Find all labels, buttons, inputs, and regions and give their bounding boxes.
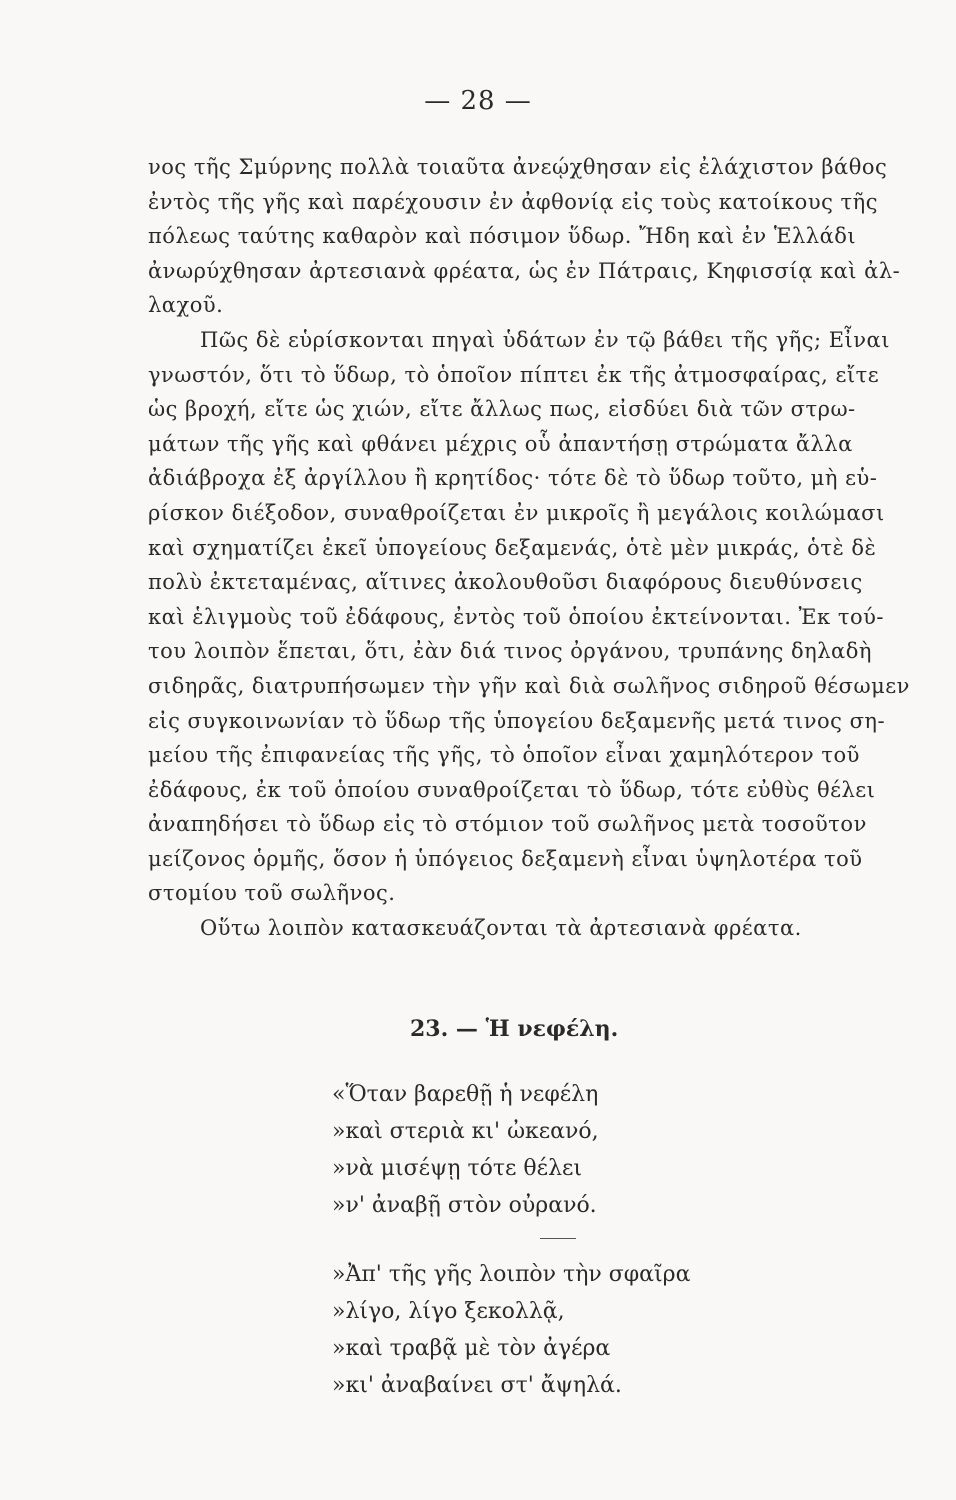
text-line: λαχοῦ. (148, 293, 224, 318)
poem-line: «Ὅταν βαρεθῇ ἡ νεφέλη (332, 1082, 599, 1107)
poem-line: »νὰ μισέψῃ τότε θέλει (332, 1156, 583, 1181)
text-line: ἐδάφους, ἐκ τοῦ ὁποίου συναθροίζεται τὸ ὕδωρ, τότε εὐθὺς θέλει (148, 777, 876, 802)
text-line: καὶ ἑλιγμοὺς τοῦ ἐδάφους, ἐντὸς τοῦ ὁποίου ἐκτείνονται. Ἐκ τού- (148, 604, 884, 629)
text-line: μάτων τῆς γῆς καὶ φθάνει μέχρις οὗ ἀπαντήσῃ στρώματα ἄλλα (148, 431, 853, 456)
text-line: γνωστόν, ὅτι τὸ ὕδωρ, τὸ ὁποῖον πίπτει ἐκ τῆς ἀτμοσφαίρας, εἴτε (148, 362, 880, 387)
text-line: του λοιπὸν ἕπεται, ὅτι, ἐὰν διά τινος ὀργάνου, τρυπάνης δηλαδὴ (148, 639, 872, 664)
poem-line: »καὶ στεριὰ κι' ὠκεανό, (332, 1119, 599, 1144)
text-line: στομίου τοῦ σωλῆνος. (148, 881, 396, 906)
text-line: εἰς συγκοινωνίαν τὸ ὕδωρ τῆς ὑπογείου δεξαμενῆς μετά τινος ση- (148, 708, 886, 733)
text-line: ὡς βροχή, εἴτε ὡς χιών, εἴτε ἄλλως πως, εἰσδύει διὰ τῶν στρω- (148, 397, 856, 422)
text-line: ἀναπηδήσει τὸ ὕδωρ εἰς τὸ στόμιον τοῦ σωλῆνος μετὰ τοσοῦτον (148, 812, 867, 837)
poem-line: »λίγο, λίγο ξεκολλᾷ, (332, 1299, 565, 1324)
text-line: ἀδιάβροχα ἐξ ἀργίλλου ἢ κρητίδος· τότε δὲ τὸ ὕδωρ τοῦτο, μὴ εὑ- (148, 466, 878, 491)
text-line: καὶ σχηματίζει ἐκεῖ ὑπογείους δεξαμενάς, ὁτὲ μὲν μικράς, ὁτὲ δὲ (148, 535, 877, 560)
text-line: ἀνωρύχθησαν ἀρτεσιανὰ φρέατα, ὡς ἐν Πάτραις, Κηφισσίᾳ καὶ ἀλ- (148, 258, 901, 283)
poem-line: »Ἀπ' τῆς γῆς λοιπὸν τὴν σφαῖρα (332, 1262, 691, 1287)
text-line: πόλεως ταύτης καθαρὸν καὶ πόσιμον ὕδωρ. Ἤδη καὶ ἐν Ἑλλάδι (148, 224, 857, 249)
section-heading: 23. — Ἡ νεφέλη. (410, 1016, 619, 1042)
text-line: πολὺ ἐκτεταμένας, αἵτινες ἀκολουθοῦσι διαφόρους διευθύνσεις (148, 570, 863, 595)
paragraph-start-line: Οὕτω λοιπὸν κατασκευάζονται τὰ ἀρτεσιανὰ φρέατα. (200, 916, 802, 941)
text-line: σιδηρᾶς, διατρυπήσωμεν τὴν γῆν καὶ διὰ σωλῆνος σιδηροῦ θέσωμεν (148, 673, 910, 698)
text-line: μείου τῆς ἐπιφανείας τῆς γῆς, τὸ ὁποῖον εἶναι χαμηλότερον τοῦ (148, 743, 860, 768)
poem-line: »ν' ἀναβῇ στὸν οὐρανό. (332, 1193, 597, 1218)
text-line: μείζονος ὁρμῆς, ὅσον ἡ ὑπόγειος δεξαμενὴ εἶναι ὑψηλοτέρα τοῦ (148, 846, 863, 871)
paragraph-start-line: Πῶς δὲ εὑρίσκονται πηγαὶ ὑδάτων ἐν τῷ βάθει τῆς γῆς; Εἶναι (200, 327, 890, 352)
poem-stanza (332, 1256, 690, 1404)
stanza-divider (540, 1238, 576, 1239)
page-number: — 28 — (424, 86, 532, 116)
text-line: ρίσκον διέξοδον, συναθροίζεται ἐν μικροῖς ἢ μεγάλοις κοιλώμασι (148, 500, 885, 525)
poem-stanza (332, 1076, 599, 1224)
poem-line: »κι' ἀναβαίνει στ' ἄψηλά. (332, 1373, 622, 1398)
text-line: ἐντὸς τῆς γῆς καὶ παρέχουσιν ἐν ἀφθονίᾳ εἰς τοὺς κατοίκους τῆς (148, 189, 878, 214)
poem-line: »καὶ τραβᾷ μὲ τὸν ἀγέρα (332, 1336, 611, 1361)
text-line: νος τῆς Σμύρνης πολλὰ τοιαῦτα ἀνεῴχθησαν εἰς ἐλάχιστον βάθος (148, 155, 888, 179)
body-text (148, 150, 956, 946)
